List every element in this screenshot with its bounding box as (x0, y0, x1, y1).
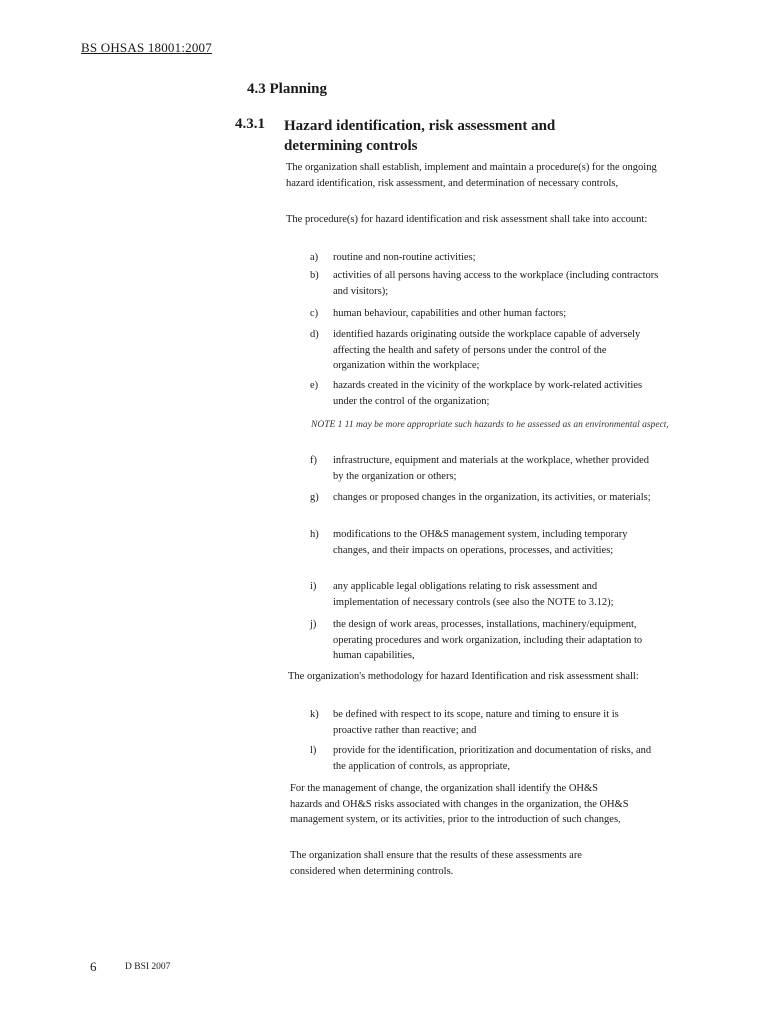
paragraph-management-of-change: For the management of change, the organization shall identify the OH&S hazards and OH&S risks associated with changes in the organization, the OH&S management system, or its activities, prior to the introduction of such changes, (290, 783, 629, 825)
list-item-g (310, 490, 660, 506)
list-text: hazards created in the vicinity of the workplace by work-related activities under the control of the organization; (333, 380, 643, 407)
list-item-h (310, 527, 660, 558)
note-environmental-aspect: NOTE 1 11 may be more appropriate such hazards to he assessed as an environmental aspect, (311, 420, 669, 430)
list-label: k) (310, 709, 319, 720)
list-label: g) (310, 492, 319, 503)
list-label: j) (310, 619, 317, 630)
list-label: c) (310, 308, 319, 319)
list-item-d (310, 327, 660, 374)
page-number: 6 (90, 959, 97, 974)
paragraph-assessments-considered: The organization shall ensure that the results of these assessments are considered when determining controls. (290, 850, 582, 877)
list-item-k (310, 707, 660, 738)
list-item-f (310, 453, 660, 484)
copyright-notice: D BSI 2007 (125, 962, 171, 972)
list-item-c (310, 306, 660, 322)
list-label: d) (310, 329, 319, 340)
list-label: i) (310, 581, 317, 592)
list-item-j (310, 617, 660, 664)
list-item-l (310, 743, 660, 774)
standard-reference: BS OHSAS 18001:2007 (81, 40, 212, 55)
list-label: b) (310, 270, 319, 281)
subsection-number: 4.3.1 (235, 116, 265, 132)
list-item-i (310, 579, 660, 610)
list-text: activities of all persons having access to the workplace (including contractors and visitors); (333, 270, 659, 297)
list-item-a (310, 250, 660, 266)
list-text: human behaviour, capabilities and other human factors; (333, 308, 567, 319)
subsection-title: Hazard identification, risk assessment and determining controls (284, 118, 556, 154)
list-label: h) (310, 529, 319, 540)
list-text: routine and non-routine activities; (333, 252, 476, 263)
list-text: modifications to the OH&S management system, including temporary changes, and their impacts on operations, processes, and activities; (333, 529, 628, 556)
list-label: a) (310, 252, 319, 263)
paragraph-take-into-account: The procedure(s) for hazard identification and risk assessment shall take into account: (286, 214, 648, 225)
list-label: f) (310, 455, 317, 466)
list-item-e (310, 378, 660, 409)
list-label: e) (310, 380, 319, 391)
list-item-b (310, 268, 660, 299)
paragraph-methodology: The organization's methodology for hazard Identification and risk assessment shall: (288, 671, 639, 682)
list-text: any applicable legal obligations relating to risk assessment and implementation of necessary controls (see also the NOTE to 3.12); (333, 581, 614, 608)
list-label: l) (310, 745, 317, 756)
list-text: changes or proposed changes in the organization, its activities, or materials; (333, 492, 651, 503)
section-heading: 4.3 Planning (247, 81, 328, 97)
paragraph-establish-procedure: The organization shall establish, implement and maintain a procedure(s) for the ongoing hazard identification, risk assessment, and determination of necessary controls, (286, 162, 657, 189)
list-text: be defined with respect to its scope, nature and timing to ensure it is proactive rather than reactive; and (333, 709, 619, 736)
list-text: provide for the identification, prioritization and documentation of risks, and the application of controls, as appropriate, (333, 745, 652, 772)
list-text: identified hazards originating outside the workplace capable of adversely affecting the health and safety of persons under the control of the organization within the workplace; (333, 329, 641, 371)
list-text: infrastructure, equipment and materials at the workplace, whether provided by the organization or others; (333, 455, 650, 482)
list-text: the design of work areas, processes, installations, machinery/equipment, operating procedures and work organization, including their adaptation to human capabilities, (333, 619, 643, 661)
